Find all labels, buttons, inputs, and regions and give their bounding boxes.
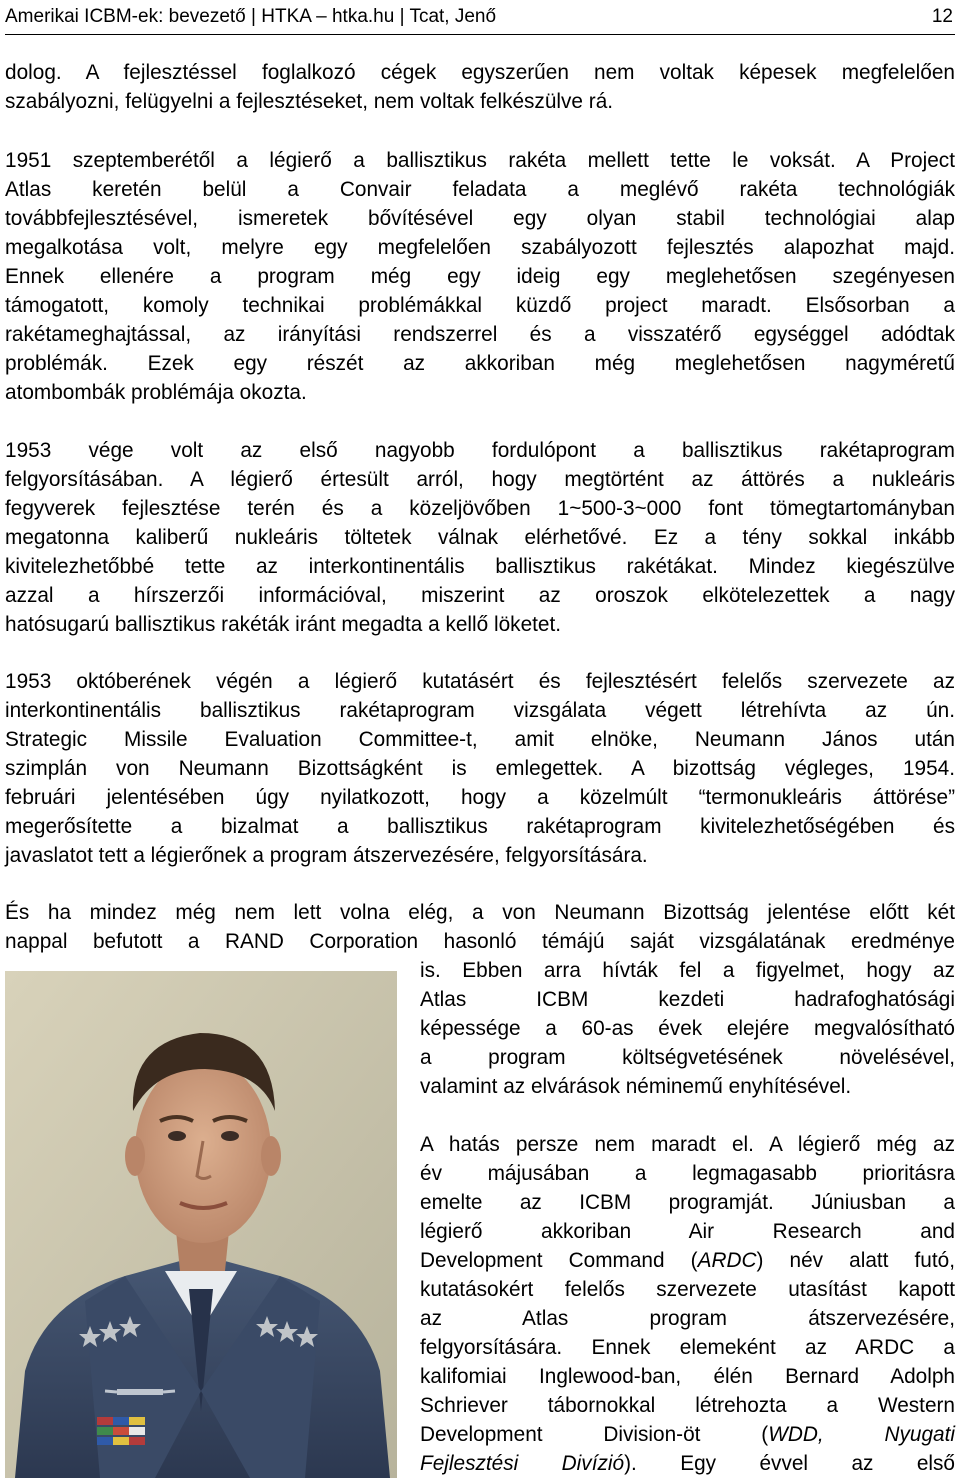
paragraph-line: megerősítette a bizalmat a ballisztikus rakétaprogram kivitelezhetőségében és — [5, 815, 955, 838]
paragraph-line: javaslatot tett a légierőnek a program átszervezésére, felgyorsítására. — [5, 844, 648, 867]
paragraph-5-continuation — [420, 956, 955, 1101]
header-title: Amerikai ICBM-ek: bevezető | HTKA – htka.hu | Tcat, Jenő — [5, 6, 497, 27]
paragraph-1 — [5, 58, 955, 116]
paragraph-line: hatósugarú ballisztikus rakéták iránt megadta a kellő löketet. — [5, 613, 562, 636]
paragraph-line: nappal befutott a RAND Corporation hasonló témájú saját vizsgálatának eredménye — [5, 930, 955, 953]
paragraph-line: fegyverek fejlesztése terén és a közeljövőben 1~500-3~000 font tömegtartományban — [5, 497, 955, 520]
abbreviation-wdd: WDD, Nyugati — [768, 1423, 955, 1446]
paragraph-line: Strategic Missile Evaluation Committee-t, amit elnöke, Neumann János után — [5, 728, 955, 751]
paragraph-line: is. Ebben arra hívták fel a figyelmet, hogy az — [420, 959, 955, 982]
paragraph-line: atombombák problémája okozta. — [5, 381, 307, 404]
paragraph-line: problémák. Ezek egy részét az akkoriban még meglehetősen nagyméretű — [5, 352, 955, 375]
paragraph-line — [420, 1246, 955, 1275]
paragraph-2 — [5, 146, 955, 407]
paragraph-line: kalifomiai Inglewood-ban, élén Bernard Adolph — [420, 1365, 955, 1388]
paragraph-3 — [5, 436, 955, 639]
paragraph-line: azzal a hírszerzői információval, miszerint az oroszok elkötelezettek a nagy — [5, 584, 955, 607]
paragraph-line: valamint az elvárások néminemű enyhítésével. — [420, 1075, 852, 1098]
paragraph-line: 1951 szeptemberétől a légierő a ballisztikus rakéta mellett tette le voksát. A Project — [5, 149, 955, 172]
line-text: ). Egy évvel az első — [624, 1452, 955, 1475]
paragraph-line: Atlas keretén belül a Convair feladata a meglévő rakéta technológiák — [5, 178, 955, 201]
abbreviation-ardc: ARDC — [697, 1249, 757, 1272]
paragraph-line: Ennek ellenére a program még egy ideig egy meglehetősen szegényesen — [5, 265, 955, 288]
division-name-italic: Fejlesztési Divízió — [420, 1452, 625, 1475]
paragraph-6 — [420, 1130, 955, 1478]
paragraph-line: interkontinentális ballisztikus rakétaprogram vizsgálata végett létrehívta az ún. — [5, 699, 955, 722]
paragraph-line: 1953 vége volt az első nagyobb fordulópont a ballisztikus rakétaprogram — [5, 439, 955, 462]
portrait-illustration — [5, 971, 397, 1478]
paragraph-line: év májusában a legmagasabb prioritásra — [420, 1162, 955, 1185]
page-number: 12 — [931, 6, 953, 27]
line-text: Development Command ( — [420, 1249, 698, 1272]
paragraph-line: emelte az ICBM programját. Júniusban a — [420, 1191, 955, 1214]
paragraph-4 — [5, 667, 955, 870]
paragraph-line: dolog. A fejlesztéssel foglalkozó cégek egyszerűen nem voltak képesek megfelelően — [5, 61, 955, 84]
paragraph-line: felgyorsításában. A légierő értesült arról, hogy megtörtént az áttörés a nukleáris — [5, 468, 955, 491]
paragraph-line — [420, 1420, 955, 1449]
paragraph-line: megatonna kaliberű nukleáris töltetek válnak elérhetővé. Ez a tény sokkal inkább — [5, 526, 955, 549]
paragraph-line: A hatás persze nem maradt el. A légierő még az — [420, 1133, 955, 1156]
portrait-photo — [5, 971, 397, 1478]
paragraph-line: felgyorsítására. Ennek elemeként az ARDC a — [420, 1336, 955, 1359]
paragraph-line: februári jelentésében úgy nyilatkozott, hogy a közelmúlt “termonukleáris áttörése” — [5, 786, 955, 809]
paragraph-line: légierő akkoriban Air Research and — [420, 1220, 955, 1243]
page-header — [5, 4, 955, 35]
paragraph-line: szimplán von Neumann Bizottságként is emlegettek. A bizottság végleges, 1954. — [5, 757, 955, 780]
paragraph-5 — [5, 898, 955, 956]
paragraph-line: kivitelezhetőbbé tette az interkontinentális ballisztikus rakétákat. Mindez kiegészülve — [5, 555, 955, 578]
paragraph-line: 1953 októberének végén a légierő kutatásért és fejlesztésért felelős szervezete az — [5, 670, 955, 693]
paragraph-line: képessége a 60-as évek elejére megvalósítható — [420, 1017, 955, 1040]
line-text: Development Division-öt ( — [420, 1423, 769, 1446]
paragraph-line: az Atlas program átszervezésére, — [420, 1307, 955, 1330]
paragraph-line: kutatásokért felelős szervezete utasítást kapott — [420, 1278, 955, 1301]
paragraph-line: támogatott, komoly technikai problémákkal küzdő project maradt. Elsősorban a — [5, 294, 955, 317]
paragraph-line: rakétameghajtással, az irányítási rendszerrel és a visszatérő egységgel adódtak — [5, 323, 955, 346]
paragraph-line: továbbfejlesztésével, ismeretek bővítésével egy olyan stabil technológiai alap — [5, 207, 955, 230]
paragraph-line: Schriever tábornokkal létrehozta a Western — [420, 1394, 955, 1417]
paragraph-line: a program költségvetésének növelésével, — [420, 1046, 955, 1069]
paragraph-line: És ha mindez még nem lett volna elég, a von Neumann Bizottság jelentése előtt két — [5, 901, 955, 924]
paragraph-line — [420, 1449, 955, 1478]
paragraph-line: szabályozni, felügyelni a fejlesztéseket, nem voltak felkészülve rá. — [5, 90, 614, 113]
paragraph-line: Atlas ICBM kezdeti hadrafoghatósági — [420, 988, 955, 1011]
paragraph-line: megalkotása volt, melyre egy megfelelően szabályozott fejlesztés alapozhat majd. — [5, 236, 955, 259]
line-text: ) név alatt futó, — [756, 1249, 956, 1272]
